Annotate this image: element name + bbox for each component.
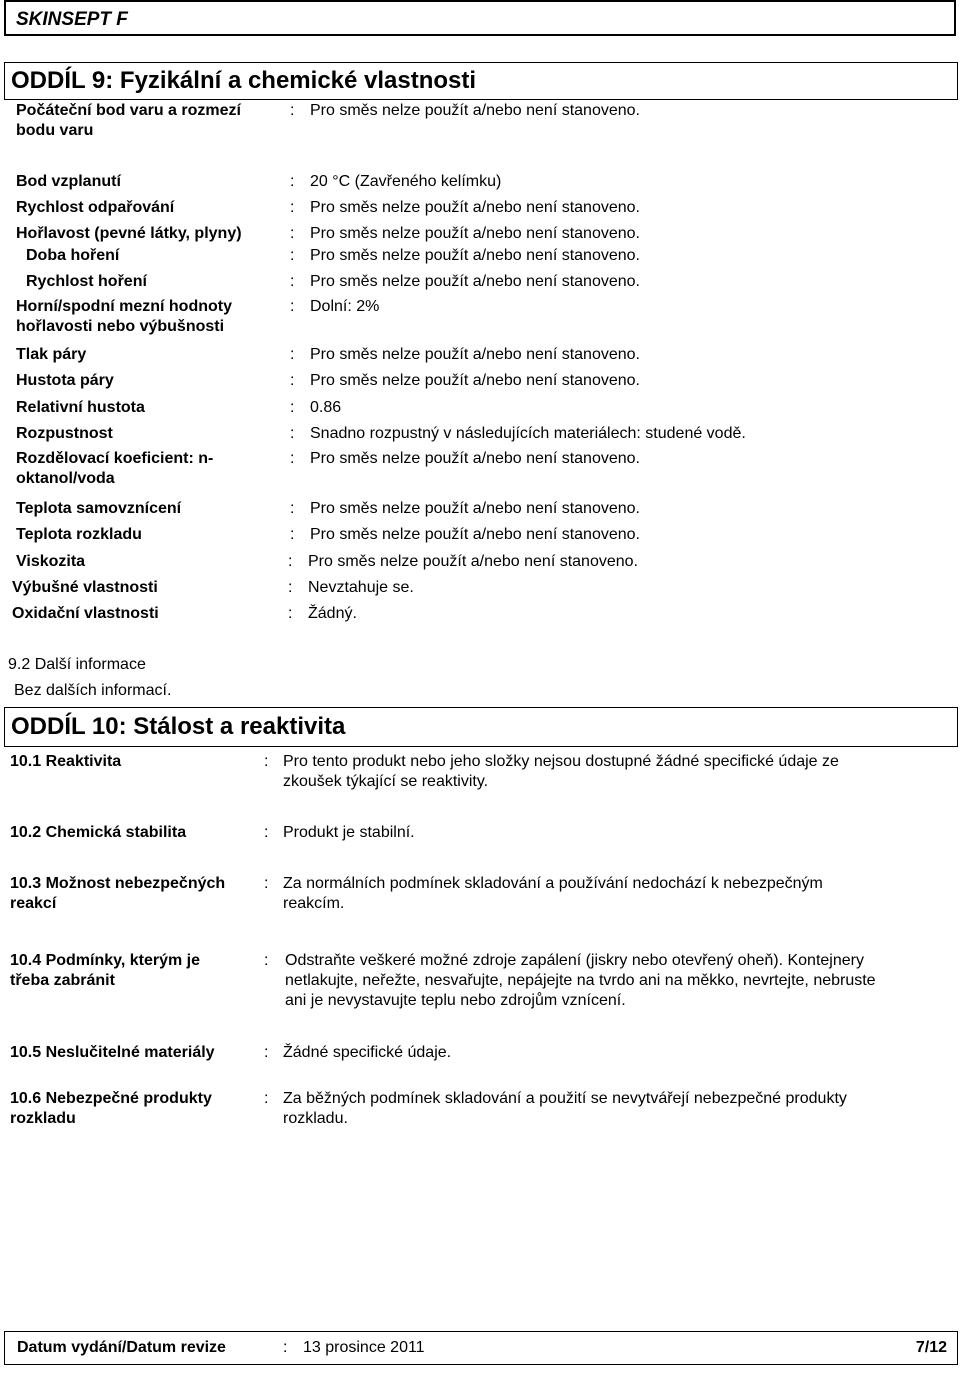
property-value: Pro směs nelze použít a/nebo není stanoveno. xyxy=(310,273,640,290)
property-value: Pro směs nelze použít a/nebo není stanoveno. xyxy=(310,450,640,467)
subsection-9-2-title: 9.2 Další informace xyxy=(8,656,146,673)
stability-label xyxy=(10,823,186,843)
property-colon: : xyxy=(290,526,295,543)
property-label xyxy=(16,198,174,218)
property-value: Dolní: 2% xyxy=(310,298,380,315)
stability-colon: : xyxy=(264,753,269,770)
property-label-line: Hustota páry xyxy=(16,372,114,389)
property-colon: : xyxy=(290,298,295,315)
stability-value xyxy=(283,1043,451,1063)
stability-value xyxy=(283,874,823,914)
property-label xyxy=(16,101,241,141)
stability-value-line: Pro tento produkt nebo jeho složky nejsou dostupné žádné specifické údaje ze xyxy=(283,753,839,770)
property-label-line: Rychlost hoření xyxy=(26,273,147,290)
stability-label xyxy=(10,874,225,914)
property-value: Pro směs nelze použít a/nebo není stanoveno. xyxy=(310,372,640,389)
footer-colon: : xyxy=(283,1339,288,1356)
property-value: Pro směs nelze použít a/nebo není stanoveno. xyxy=(310,500,640,517)
stability-value xyxy=(285,951,876,1011)
stability-value-line: zkoušek týkající se reaktivity. xyxy=(283,773,489,790)
product-name: SKINSEPT F xyxy=(16,9,128,30)
property-label-line: Výbušné vlastnosti xyxy=(12,579,158,596)
property-label-line: Horní/spodní mezní hodnoty xyxy=(16,298,232,315)
stability-label-line: 10.4 Podmínky, kterým je xyxy=(10,952,201,969)
property-label-line: Teplota samovznícení xyxy=(16,500,182,517)
property-colon: : xyxy=(290,346,295,363)
property-label-line: Oxidační vlastnosti xyxy=(12,605,159,622)
stability-label xyxy=(10,951,200,991)
stability-value-line: reakcím. xyxy=(283,895,345,912)
property-colon: : xyxy=(290,450,295,467)
stability-label xyxy=(10,1089,212,1129)
stability-value-line: Za běžných podmínek skladování a použití se nevytvářejí nebezpečné produkty xyxy=(283,1090,847,1107)
property-label xyxy=(16,449,213,489)
property-value: Žádný. xyxy=(308,605,357,622)
document-header xyxy=(4,0,956,36)
property-colon: : xyxy=(290,372,295,389)
section-9-title: ODDÍL 9: Fyzikální a chemické vlastnosti xyxy=(11,67,477,94)
stability-colon: : xyxy=(264,824,269,841)
property-label xyxy=(12,604,159,624)
stability-value-line: rozkladu. xyxy=(283,1110,348,1127)
property-label xyxy=(26,272,147,292)
stability-label-line: 10.2 Chemická stabilita xyxy=(10,824,187,841)
property-label-line: Doba hoření xyxy=(26,247,120,264)
property-colon: : xyxy=(290,500,295,517)
property-colon: : xyxy=(288,553,293,570)
stability-value-line: Žádné specifické údaje. xyxy=(283,1044,452,1061)
property-colon: : xyxy=(290,173,295,190)
stability-label-line: 10.5 Neslučitelné materiály xyxy=(10,1044,215,1061)
property-value: Nevztahuje se. xyxy=(308,579,414,596)
property-label xyxy=(16,297,232,337)
property-label xyxy=(26,246,119,266)
property-value: 0.86 xyxy=(310,399,342,416)
property-value: Pro směs nelze použít a/nebo není stanoveno. xyxy=(310,346,640,363)
property-label xyxy=(16,499,181,519)
property-label-line: Rychlost odpařování xyxy=(16,199,175,216)
property-label xyxy=(12,578,158,598)
property-colon: : xyxy=(290,399,295,416)
property-label-line: Relativní hustota xyxy=(16,399,145,416)
property-value: 20 °C (Zavřeného kelímku) xyxy=(310,173,502,190)
property-label-line: Viskozita xyxy=(16,553,86,570)
property-colon: : xyxy=(290,425,295,442)
property-value: Snadno rozpustný v následujících materiálech: studené vodě. xyxy=(310,425,746,442)
page-number: 7/12 xyxy=(915,1339,947,1356)
property-label-line: Tlak páry xyxy=(16,346,87,363)
property-label-line: Rozpustnost xyxy=(16,425,113,442)
property-colon: : xyxy=(290,225,295,242)
footer-date: 13 prosince 2011 xyxy=(303,1339,425,1356)
property-colon: : xyxy=(290,247,295,264)
stability-value xyxy=(283,823,415,843)
stability-colon: : xyxy=(264,1044,269,1061)
property-label-line: bodu varu xyxy=(16,122,94,139)
section-10-header xyxy=(4,707,958,747)
stability-value-line: netlakujte, neřežte, nesvařujte, nepájejte na tvrdo ani na měkko, nevrtejte, nebruste xyxy=(285,972,876,989)
property-label xyxy=(16,172,121,192)
property-colon: : xyxy=(290,199,295,216)
stability-colon: : xyxy=(264,1090,269,1107)
section-9-header xyxy=(4,62,958,100)
property-label xyxy=(16,224,242,244)
property-label-line: hořlavosti nebo výbušnosti xyxy=(16,318,225,335)
subsection-9-2-text: Bez dalších informací. xyxy=(14,682,172,699)
property-label-line: Rozdělovací koeficient: n- xyxy=(16,450,214,467)
property-label-line: Teplota rozkladu xyxy=(16,526,142,543)
stability-label-line: 10.3 Možnost nebezpečných xyxy=(10,875,226,892)
property-value: Pro směs nelze použít a/nebo není stanoveno. xyxy=(310,225,640,242)
stability-label-line: třeba zabránit xyxy=(10,972,115,989)
property-value: Pro směs nelze použít a/nebo není stanoveno. xyxy=(310,102,640,119)
property-value: Pro směs nelze použít a/nebo není stanoveno. xyxy=(308,553,638,570)
stability-value-line: Produkt je stabilní. xyxy=(283,824,415,841)
property-colon: : xyxy=(288,579,293,596)
property-value: Pro směs nelze použít a/nebo není stanoveno. xyxy=(310,199,640,216)
property-label xyxy=(16,552,85,572)
property-label-line: Bod vzplanutí xyxy=(16,173,121,190)
stability-label-line: rozkladu xyxy=(10,1110,76,1127)
property-label xyxy=(16,371,114,391)
stability-colon: : xyxy=(264,952,269,969)
property-label-line: Hořlavost (pevné látky, plyny) xyxy=(16,225,242,242)
property-label-line: oktanol/voda xyxy=(16,470,115,487)
stability-value-line: Odstraňte veškeré možné zdroje zapálení (jiskry nebo otevřený oheň). Kontejnery xyxy=(285,952,864,969)
stability-label xyxy=(10,752,121,772)
property-label xyxy=(16,345,86,365)
stability-colon: : xyxy=(264,875,269,892)
property-value: Pro směs nelze použít a/nebo není stanoveno. xyxy=(310,247,640,264)
property-label xyxy=(16,525,142,545)
stability-label xyxy=(10,1043,215,1063)
property-colon: : xyxy=(288,605,293,622)
property-colon: : xyxy=(290,273,295,290)
property-value: Pro směs nelze použít a/nebo není stanoveno. xyxy=(310,526,640,543)
stability-value-line: ani je nevystavujte teplu nebo zdrojům vznícení. xyxy=(285,992,626,1009)
property-label xyxy=(16,424,113,444)
property-label xyxy=(16,398,145,418)
footer-label: Datum vydání/Datum revize xyxy=(17,1339,226,1356)
section-10-title: ODDÍL 10: Stálost a reaktivita xyxy=(11,713,346,740)
stability-label-line: 10.6 Nebezpečné produkty xyxy=(10,1090,212,1107)
property-colon: : xyxy=(290,102,295,119)
property-label-line: Počáteční bod varu a rozmezí xyxy=(16,102,241,119)
footer xyxy=(4,1331,958,1365)
stability-label-line: reakcí xyxy=(10,895,57,912)
stability-label-line: 10.1 Reaktivita xyxy=(10,753,122,770)
stability-value-line: Za normálních podmínek skladování a používání nedochází k nebezpečným xyxy=(283,875,823,892)
stability-value xyxy=(283,1089,847,1129)
stability-value xyxy=(283,752,839,792)
